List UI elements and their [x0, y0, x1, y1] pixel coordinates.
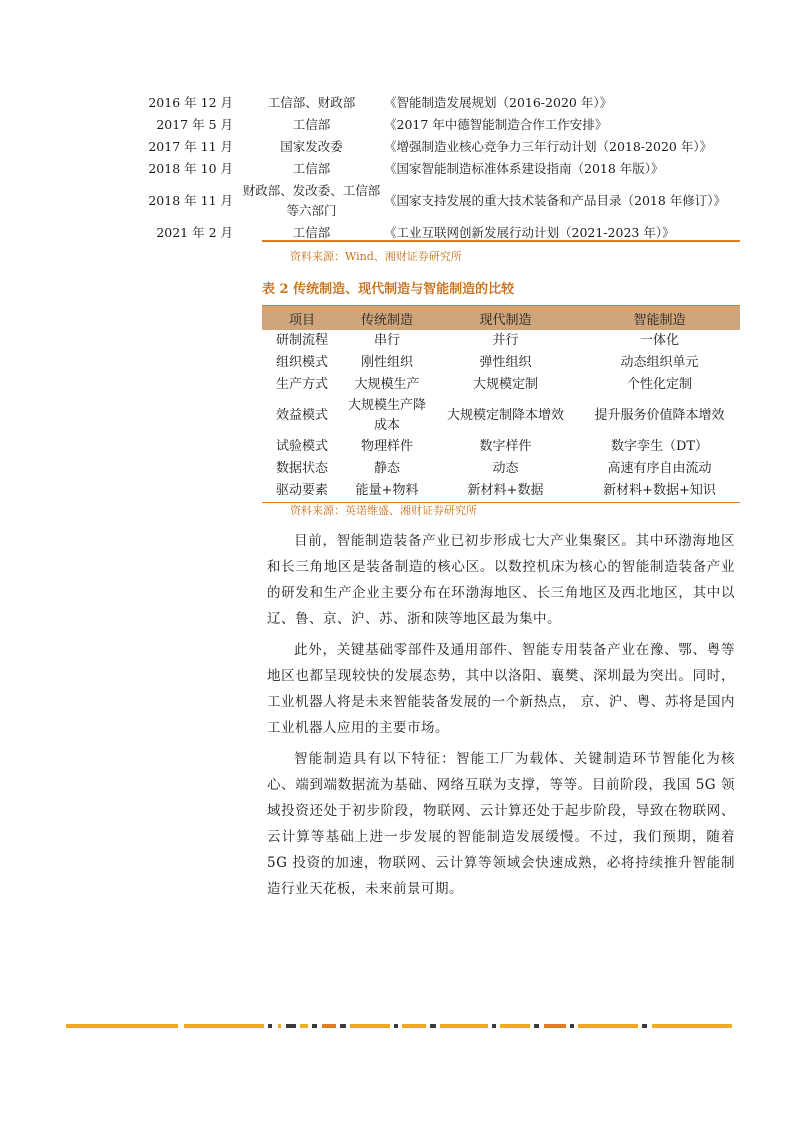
policy-dept: 工信部、财政部: [267, 95, 356, 110]
table-header-row: [262, 306, 740, 331]
policy-doc: 《国家支持发展的重大技术装备和产品目录（2018 年修订）》: [384, 193, 727, 208]
policy-date: 2017 年 11 月: [148, 139, 233, 154]
policy-date: 2021 年 2 月: [156, 225, 233, 240]
table-cell: 静态: [373, 461, 400, 476]
table-cell: 数字样件: [479, 439, 532, 454]
column-header: 传统制造: [342, 306, 432, 331]
policy-dept: 工信部: [292, 225, 331, 240]
comparison-table-source: 资料来源：英诺维盛、湘财证券研究所: [290, 504, 477, 517]
table-cell: 数据状态: [275, 461, 328, 476]
table-cell: 提升服务价值降本增效: [594, 408, 725, 423]
policy-dept: 工信部: [292, 117, 331, 132]
table-cell: 弹性组织: [479, 355, 532, 370]
column-header: 现代制造: [432, 306, 579, 331]
table-row: [140, 158, 740, 180]
column-header: 项目: [262, 306, 342, 331]
table-cell: 能量+物料: [342, 480, 432, 503]
table-caption: 表 2 传统制造、现代制造与智能制造的比较: [262, 282, 515, 297]
table-row: [140, 180, 740, 222]
table-row: [262, 396, 740, 436]
table-cell: 新材料+数据: [432, 480, 579, 503]
policy-doc: 《智能制造发展规划（2016-2020 年）》: [384, 95, 613, 110]
policy-date: 2018 年 10 月: [148, 161, 233, 176]
policy-dept: 工信部: [292, 161, 331, 176]
table-cell: 串行: [373, 333, 400, 348]
policy-doc: 《2017 年中德智能制造合作工作安排》: [384, 117, 608, 132]
body-paragraph: 智能制造具有以下特征：智能工厂为载体、关键制造环节智能化为核心、端到端数据流为基础、网络互联为支撑，等等。目前阶段，我国 5G 领域投资还处于初步阶段，物联网、云计算还处于起步阶段，导致在物联网、云计算等基础上进一步发展的智能制造发展缓慢。不过，我们预期，随着 5G 投资的加速，物联网、云计算等领域会快速成熟，必将持续推升智能制造行业天花板，未来前景可期。: [267, 751, 735, 897]
policy-date: 2018 年 11 月: [148, 193, 233, 208]
table-cell: 驱动要素: [262, 480, 342, 503]
policy-doc: 《增强制造业核心竞争力三年行动计划（2018-2020 年）》: [384, 139, 713, 154]
policy-table: [140, 92, 740, 244]
table-row: [262, 458, 740, 480]
table-cell: 大规模定制: [472, 377, 538, 392]
column-header: 智能制造: [579, 306, 740, 331]
footer-stripe: [66, 1024, 732, 1028]
table-cell: 大规模定制降本增效: [446, 408, 564, 423]
policy-dept: 国家发改委: [280, 139, 343, 154]
body-paragraph: 目前，智能制造装备产业已初步形成七大产业集聚区。其中环渤海地区和长三角地区是装备制造的核心区。以数控机床为核心的智能制造装备产业的研发和生产企业主要分布在环渤海地区、长三角地区及西北地区，其中以辽、鲁、京、沪、苏、浙和陕等地区最为集中。: [267, 533, 735, 627]
table-cell: 大规模生产降成本: [348, 398, 427, 433]
comparison-table: [262, 305, 740, 503]
table-cell: 高速有序自由流动: [607, 461, 712, 476]
table-cell: 数字孪生（DT）: [610, 439, 709, 454]
table-cell: 试验模式: [275, 439, 328, 454]
policy-dept: 财政部、发改委、工信部等六部门: [242, 183, 381, 218]
table-bottom-rule: [262, 240, 740, 242]
policy-table-source: 资料来源：Wind、湘财证券研究所: [290, 250, 462, 263]
table-cell: 物理样件: [360, 439, 413, 454]
table-row: [262, 330, 740, 352]
table-cell: 大规模生产: [354, 377, 420, 392]
table-cell: 一体化: [639, 333, 679, 348]
table-cell: 个性化定制: [626, 377, 692, 392]
table-row: [262, 480, 740, 503]
body-paragraph: 此外，关键基础零部件及通用部件、智能专用装备产业在豫、鄂、粤等地区也都呈现较快的发展态势，其中以洛阳、襄樊、深圳最为突出。同时，工业机器人将是未来智能装备发展的一个新热点， 京、沪、粤、苏将是国内工业机器人应用的主要市场。: [267, 642, 735, 736]
table-cell: 动态: [492, 461, 519, 476]
table-cell: 效益模式: [275, 408, 328, 423]
table-cell: 动态组织单元: [620, 355, 699, 370]
table-row: [262, 352, 740, 374]
policy-doc: 《国家智能制造标准体系建设指南（2018 年版）》: [384, 161, 664, 176]
table-cell: 研制流程: [275, 333, 328, 348]
table-cell: 刚性组织: [360, 355, 413, 370]
policy-doc: 《工业互联网创新发展行动计划（2021-2023 年）》: [384, 225, 675, 240]
table-row: [140, 114, 740, 136]
table-row: [140, 92, 740, 114]
table-row: [262, 374, 740, 396]
table-cell: 并行: [492, 333, 519, 348]
table-row: [262, 436, 740, 458]
table-cell: 生产方式: [275, 377, 328, 392]
policy-date: 2016 年 12 月: [148, 95, 233, 110]
policy-date: 2017 年 5 月: [156, 117, 233, 132]
table-row: [140, 136, 740, 158]
table-cell: 新材料+数据+知识: [579, 480, 740, 503]
table-cell: 组织模式: [275, 355, 328, 370]
